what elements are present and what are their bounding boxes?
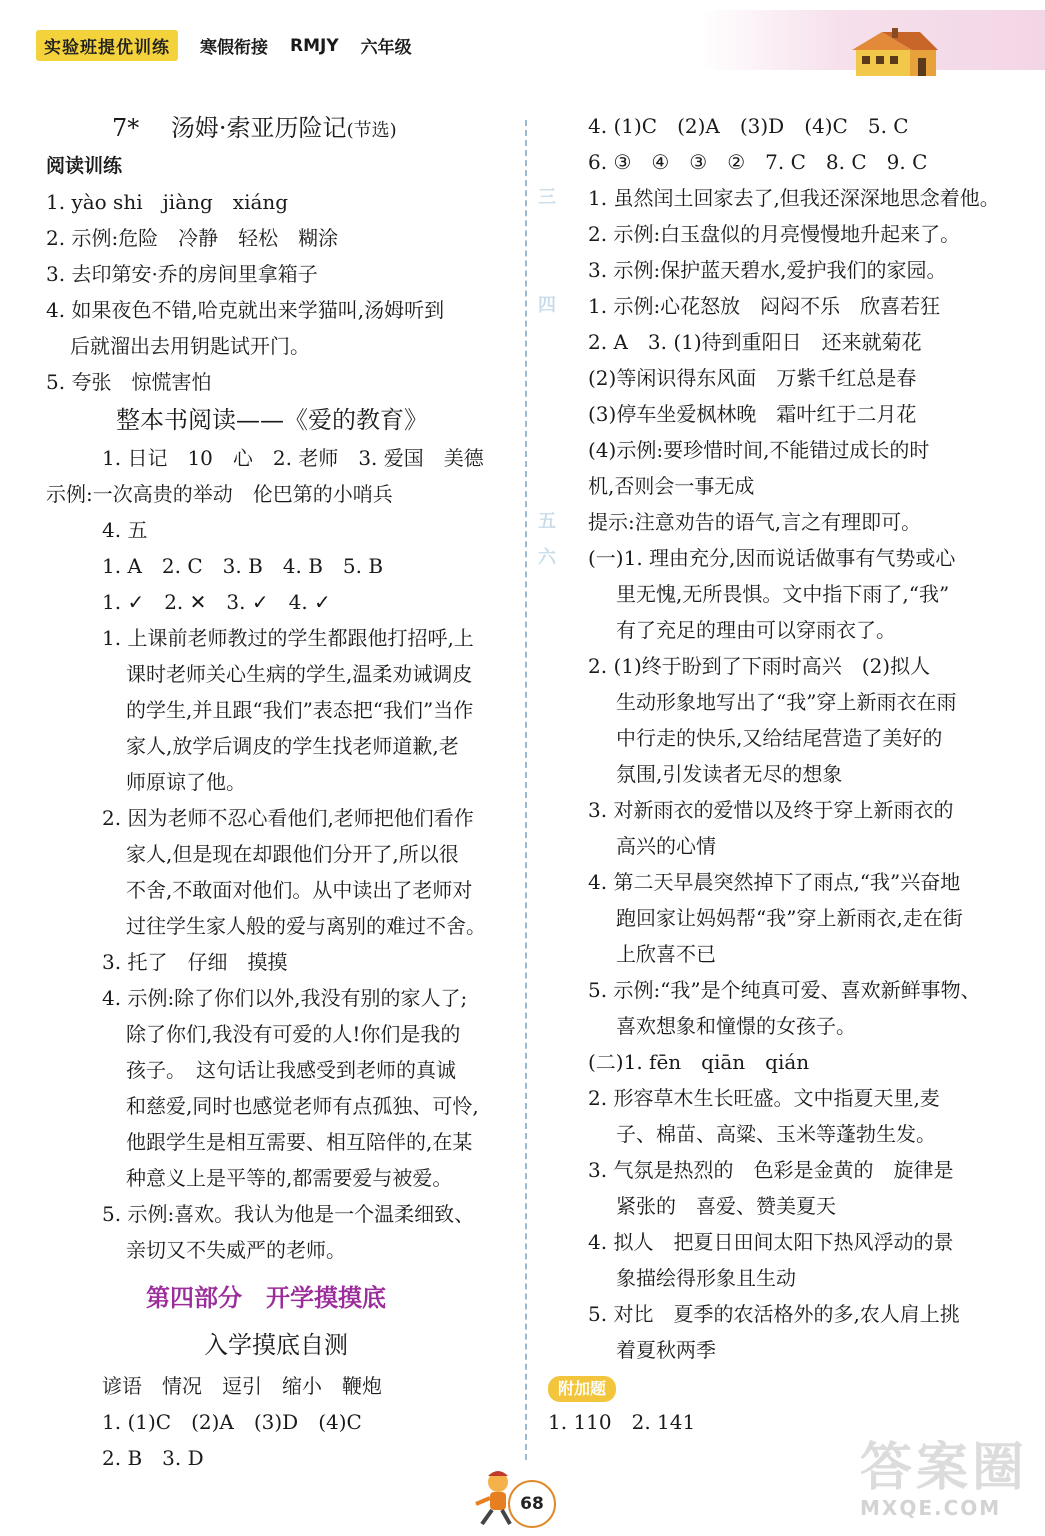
house-icon — [842, 28, 942, 78]
answer-line: 1. 110 2. 141 — [548, 1410, 696, 1434]
answer-line: 的学生,并且跟“我们”表态把“我们”当作 — [126, 698, 474, 722]
header-bar — [36, 30, 412, 61]
answer-line: 他跟学生是相互需要、相互陪伴的,在某 — [126, 1130, 473, 1154]
answer-line: 紧张的 喜爱、赞美夏天 — [616, 1194, 836, 1218]
answer-line: 机,否则会一事无成 — [588, 474, 755, 498]
page-number: 68 — [508, 1480, 556, 1528]
answer-line: 亲切又不失威严的老师。 — [126, 1238, 346, 1262]
answer-line: 6. ③ ④ ③ ② 7. C 8. C 9. C — [588, 150, 928, 174]
answer-text: 1. 示例:心花怒放 闷闷不乐 欣喜若狂 — [588, 294, 941, 318]
answer-line: 1. yào shi jiàng xiáng — [46, 190, 289, 214]
answer-line: 4. 第二天早晨突然掉下了雨点,“我”兴奋地 — [588, 870, 961, 894]
answer-line: 3. 示例:保护蓝天碧水,爱护我们的家园。 — [588, 258, 947, 282]
answer-line: 着夏秋两季 — [616, 1338, 716, 1362]
column-divider — [525, 120, 527, 1460]
answer-line: 喜欢想象和憧憬的女孩子。 — [616, 1014, 856, 1038]
answer-line: 象描绘得形象且生动 — [616, 1266, 796, 1290]
answer-line: 生动形象地写出了“我”穿上新雨衣在雨 — [616, 690, 957, 714]
answer-line: 家人,但是现在却跟他们分开了,所以很 — [126, 842, 459, 866]
answer-line — [538, 504, 1020, 540]
answer-line: 2. 因为老师不忍心看他们,老师把他们看作 — [102, 806, 474, 830]
answer-line: 4. 如果夜色不错,哈克就出来学猫叫,汤姆听到 — [46, 298, 445, 322]
answer-line: 2. 示例:危险 冷静 轻松 糊涂 — [46, 226, 339, 250]
lesson-title — [46, 108, 518, 148]
answer-line: 1. A 2. C 3. B 4. B 5. B — [102, 554, 384, 578]
answer-line — [538, 288, 1020, 324]
series-brand: 实验班提优训练 — [36, 30, 178, 61]
answer-line: 1. 上课前老师教过的学生都跟他打招呼,上 — [102, 626, 474, 650]
answer-line: 跑回家让妈妈帮“我”穿上新雨衣,走在街 — [616, 906, 963, 930]
answer-line: (2)等闲识得东风面 万紫千红总是春 — [588, 366, 917, 390]
answer-line: 2. (1)终于盼到了下雨时高兴 (2)拟人 — [588, 654, 931, 678]
answer-line: (4)示例:要珍惜时间,不能错过成长的时 — [588, 438, 930, 462]
answer-line: 家人,放学后调皮的学生找老师道歉,老 — [126, 734, 459, 758]
answer-line: 2. 示例:白玉盘似的月亮慢慢地升起来了。 — [588, 222, 961, 246]
bonus-badge: 附加题 — [548, 1376, 616, 1402]
answer-line: 3. 气氛是热烈的 色彩是金黄的 旋律是 — [588, 1158, 954, 1182]
book-reading-title: 整本书阅读——《爱的教育》 — [116, 406, 428, 434]
part-four-title: 第四部分 开学摸摸底 — [146, 1284, 386, 1312]
answer-text: (一)1. 理由充分,因而说话做事有气势或心 — [588, 546, 956, 570]
right-column — [538, 108, 1020, 1440]
answer-line: 过往学生家人般的爱与离别的难过不舍。 — [126, 914, 486, 938]
answer-line: 2. 形容草木生长旺盛。文中指夏天里,麦 — [588, 1086, 940, 1110]
section-mark: 三 — [538, 187, 556, 208]
answer-line: 4. 拟人 把夏日田间太阳下热风浮动的景 — [588, 1230, 954, 1254]
answer-line: 课时老师关心生病的学生,温柔劝诫调皮 — [126, 662, 473, 686]
answer-line: 高兴的心情 — [616, 834, 716, 858]
answer-line: 除了你们,我没有可爱的人!你们是我的 — [126, 1022, 461, 1046]
section-mark: 四 — [538, 295, 556, 316]
header-grade: 六年级 — [360, 38, 412, 58]
answer-line: 1. ✓ 2. ✕ 3. ✓ 4. ✓ — [102, 590, 331, 614]
answer-line: 5. 示例:“我”是个纯真可爱、喜欢新鲜事物、 — [588, 978, 981, 1002]
answer-line: 里无愧,无所畏惧。文中指下雨了,“我” — [616, 582, 950, 606]
reading-heading: 阅读训练 — [46, 155, 123, 177]
answer-line: (二)1. fēn qiān qián — [588, 1050, 810, 1074]
answer-line: 上欣喜不已 — [616, 942, 716, 966]
answer-line: 种意义上是平等的,都需要爱与被爱。 — [126, 1166, 453, 1190]
answer-line: 5. 对比 夏季的农活格外的多,农人肩上挑 — [588, 1302, 960, 1326]
answer-line: 不舍,不敢面对他们。从中读出了老师对 — [126, 878, 473, 902]
answer-line: 孩子。 这句话让我感受到老师的真诚 — [126, 1058, 456, 1082]
answer-line: 示例:一次高贵的举动 伦巴第的小哨兵 — [46, 482, 393, 506]
answer-line: 子、棉苗、高粱、玉米等蓬勃生发。 — [616, 1122, 936, 1146]
lesson-name: 汤姆·索亚历险记 — [170, 114, 347, 142]
answer-text: 提示:注意劝告的语气,言之有理即可。 — [588, 510, 922, 534]
watermark — [860, 1440, 1028, 1520]
answer-line: 4. 五 — [102, 518, 148, 542]
answer-line — [538, 180, 1020, 216]
section-mark: 五 — [538, 511, 556, 532]
section-mark: 六 — [538, 547, 556, 568]
left-column — [46, 108, 518, 1476]
answer-line: 3. 去印第安·乔的房间里拿箱子 — [46, 262, 318, 286]
answer-line: 师原谅了他。 — [126, 770, 246, 794]
answer-line: 谚语 情况 逗引 缩小 鞭炮 — [102, 1374, 382, 1398]
answer-text: 1. 虽然闰土回家去了,但我还深深地思念着他。 — [588, 186, 1000, 210]
lesson-note: (节选) — [346, 120, 397, 141]
header-subtitle: 寒假衔接 — [200, 38, 268, 58]
answer-line: 和慈爱,同时也感觉老师有点孤独、可怜, — [126, 1094, 479, 1118]
answer-line: 3. 对新雨衣的爱惜以及终于穿上新雨衣的 — [588, 798, 954, 822]
answer-line: 1. 日记 10 心 2. 老师 3. 爱国 美德 — [102, 446, 484, 470]
watermark-main: 答案圈 — [860, 1438, 1029, 1498]
answer-line: 5. 夸张 惊慌害怕 — [46, 370, 212, 394]
answer-line: 1. (1)C (2)A (3)D (4)C — [102, 1410, 362, 1434]
answer-line: 5. 示例:喜欢。我认为他是一个温柔细致、 — [102, 1202, 475, 1226]
answer-line — [538, 540, 1020, 576]
watermark-url: MXQE.COM — [860, 1496, 1002, 1520]
answer-line: 中行走的快乐,又给结尾营造了美好的 — [616, 726, 943, 750]
answer-line: 2. B 3. D — [102, 1446, 204, 1470]
answer-line: 2. A 3. (1)待到重阳日 还来就菊花 — [588, 330, 922, 354]
header-edition: RMJY — [290, 35, 339, 56]
answer-line: 4. 示例:除了你们以外,我没有别的家人了; — [102, 986, 468, 1010]
answer-line: 氛围,引发读者无尽的想象 — [616, 762, 843, 786]
lesson-number: 7* — [112, 114, 140, 142]
bonus-badge-row — [558, 1368, 1020, 1404]
answer-line: 后就溜出去用钥匙试开门。 — [70, 334, 310, 358]
answer-line: (3)停车坐爱枫林晚 霜叶红于二月花 — [588, 402, 917, 426]
answer-line: 有了充足的理由可以穿雨衣了。 — [616, 618, 896, 642]
answer-line: 3. 托了 仔细 摸摸 — [102, 950, 288, 974]
entrance-test-title: 入学摸底自测 — [204, 1331, 348, 1359]
answer-line: 4. (1)C (2)A (3)D (4)C 5. C — [588, 114, 909, 138]
page-header — [0, 0, 1045, 90]
